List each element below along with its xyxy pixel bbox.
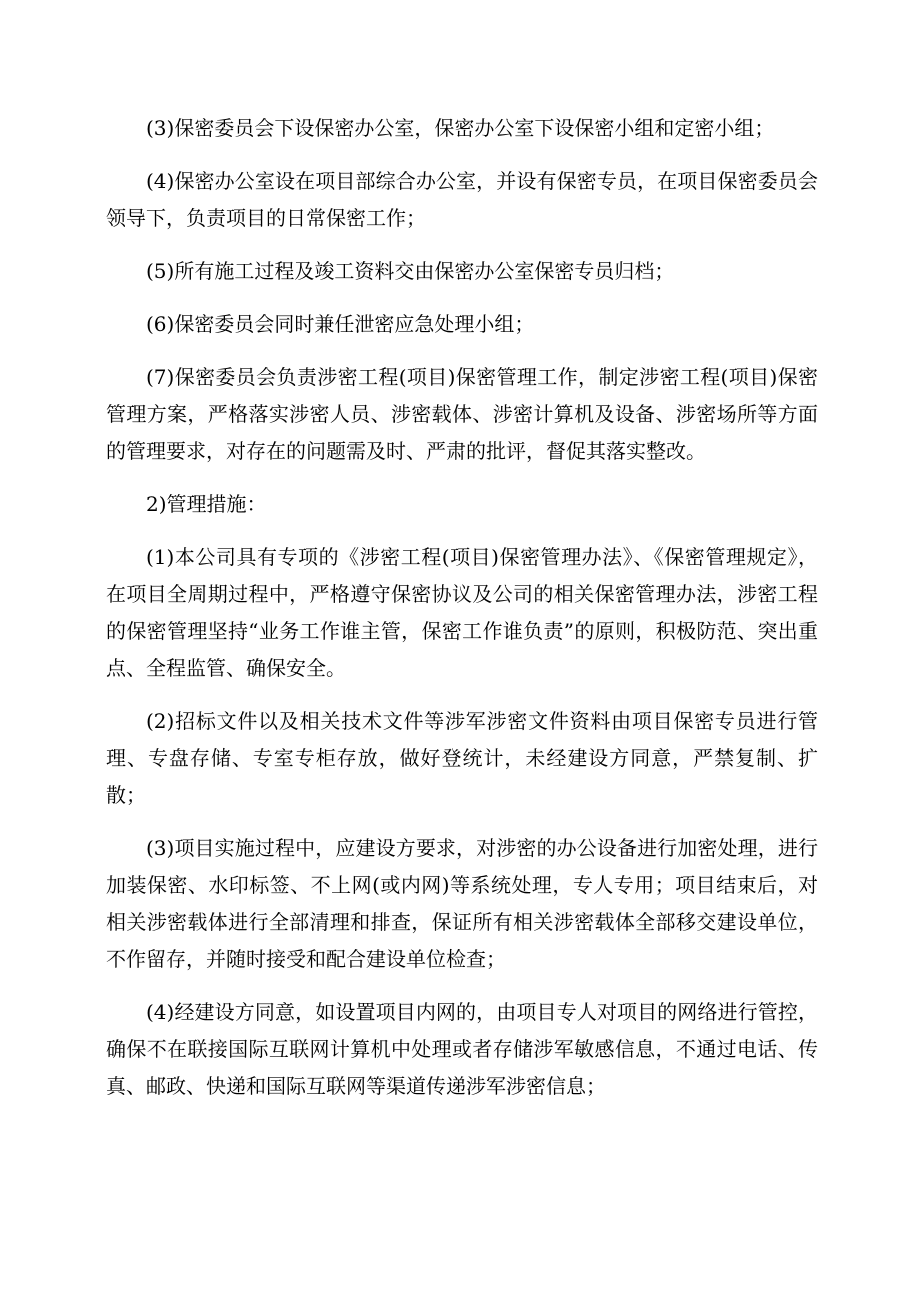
- measure-item-2: (2)招标文件以及相关技术文件等涉军涉密文件资料由项目保密专员进行管理、专盘存储、专室专柜存放，做好登统计，未经建设方同意，严禁复制、扩散；: [106, 709, 818, 807]
- paragraph-item-6: (6)保密委员会同时兼任泄密应急处理小组；: [146, 312, 535, 336]
- paragraph-item-5: (5)所有施工过程及竣工资料交由保密办公室保密专员归档；: [146, 259, 675, 283]
- measure-item-3: (3)项目实施过程中，应建设方要求，对涉密的办公设备进行加密处理，进行加装保密、水印标签、不上网(或内网)等系统处理，专人专用；项目结束后，对相关涉密载体进行全部清理和排查，保证所有相关涉密载体全部移交建设单位，不作留存，并随时接受和配合建设单位检查；: [106, 836, 818, 971]
- paragraph-item-7: (7)保密委员会负责涉密工程(项目)保密管理工作，制定涉密工程(项目)保密管理方案，严格落实涉密人员、涉密载体、涉密计算机及设备、涉密场所等方面的管理要求，对存在的问题需及时、严肃的批评，督促其落实整改。: [106, 365, 818, 463]
- document-body: [106, 110, 818, 1121]
- measure-item-4: (4)经建设方同意，如设置项目内网的，由项目专人对项目的网络进行管控，确保不在联接国际互联网计算机中处理或者存储涉军敏感信息，不通过电话、传真、邮政、快递和国际互联网等渠道传递涉军涉密信息；: [106, 1000, 818, 1098]
- paragraph-item-3: (3)保密委员会下设保密办公室，保密办公室下设保密小组和定密小组；: [146, 116, 775, 140]
- measure-item-1: (1)本公司具有专项的《涉密工程(项目)保密管理办法》、《保密管理规定》，在项目全周期过程中，严格遵守保密协议及公司的相关保密管理办法，涉密工程的保密管理坚持“业务工作谁主管，保密工作谁负责”的原则，积极防范、突出重点、全程监管、确保安全。: [106, 545, 818, 680]
- paragraph-item-4: (4)保密办公室设在项目部综合办公室，并设有保密专员，在项目保密委员会领导下，负责项目的日常保密工作；: [106, 169, 818, 230]
- section-heading-management-measures: 2)管理措施：: [146, 492, 267, 516]
